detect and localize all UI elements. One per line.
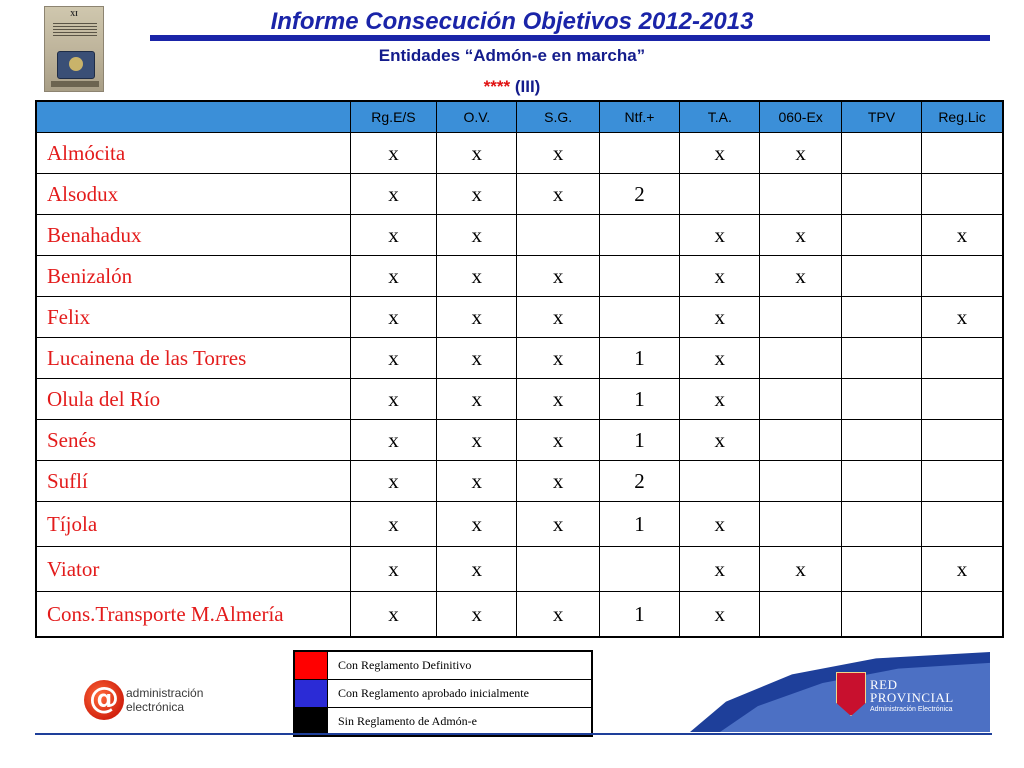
legend-label: Sin Reglamento de Admón-e	[328, 708, 593, 737]
entity-name: Almócita	[36, 133, 350, 174]
table-cell: x	[680, 502, 760, 547]
table-cell	[922, 592, 1003, 638]
table-cell: x	[517, 420, 599, 461]
table-cell: x	[680, 379, 760, 420]
table-cell	[922, 461, 1003, 502]
legend-swatch-blue	[294, 680, 328, 708]
entity-name: Senés	[36, 420, 350, 461]
table-cell: 1	[599, 379, 679, 420]
table-cell: x	[437, 338, 517, 379]
table-cell	[599, 547, 679, 592]
entity-name: Benahadux	[36, 215, 350, 256]
table-cell	[841, 461, 921, 502]
column-header: S.G.	[517, 101, 599, 133]
table-cell: x	[437, 592, 517, 638]
page-part	[0, 77, 1024, 97]
table-cell: x	[437, 461, 517, 502]
table-cell	[922, 502, 1003, 547]
legend-label: Con Reglamento aprobado inicialmente	[328, 680, 593, 708]
footer-divider	[35, 733, 992, 735]
table-cell: 2	[599, 461, 679, 502]
table-cell	[760, 338, 841, 379]
table-cell	[841, 379, 921, 420]
table-row	[36, 502, 1003, 547]
table-cell	[760, 420, 841, 461]
table-cell: x	[680, 297, 760, 338]
table-cell	[841, 420, 921, 461]
table-cell	[760, 297, 841, 338]
table-cell: 1	[599, 338, 679, 379]
table-cell: x	[922, 215, 1003, 256]
entity-name: Alsodux	[36, 174, 350, 215]
logo-text-line1: administración	[126, 686, 204, 700]
table-cell: x	[760, 547, 841, 592]
table-cell: x	[350, 133, 436, 174]
table-cell	[922, 420, 1003, 461]
title-underline	[150, 35, 990, 41]
table-cell: x	[437, 547, 517, 592]
table-cell	[599, 256, 679, 297]
table-row	[36, 297, 1003, 338]
table-cell: x	[350, 379, 436, 420]
table-cell: x	[680, 133, 760, 174]
table-cell	[922, 174, 1003, 215]
column-header: Reg.Lic	[922, 101, 1003, 133]
legend-row	[294, 680, 592, 708]
table-cell: x	[517, 338, 599, 379]
table-cell: x	[760, 133, 841, 174]
table-cell	[517, 547, 599, 592]
column-header: Rg.E/S	[350, 101, 436, 133]
table-cell	[922, 338, 1003, 379]
table-cell	[760, 379, 841, 420]
logo-text-line2: electrónica	[126, 700, 185, 714]
legend-row	[294, 651, 592, 680]
legend-swatch-black	[294, 708, 328, 737]
entity-name: Olula del Río	[36, 379, 350, 420]
table-cell: x	[760, 215, 841, 256]
table-cell: x	[350, 592, 436, 638]
table-row	[36, 338, 1003, 379]
table-cell	[922, 379, 1003, 420]
entity-name: Felix	[36, 297, 350, 338]
administracion-electronica-logo	[84, 678, 224, 722]
table-cell	[922, 133, 1003, 174]
table-cell	[841, 338, 921, 379]
table-cell: x	[680, 338, 760, 379]
table-cell	[841, 592, 921, 638]
entity-name: Viator	[36, 547, 350, 592]
table-cell: x	[350, 174, 436, 215]
table-cell: x	[350, 502, 436, 547]
column-header: T.A.	[680, 101, 760, 133]
table-cell: x	[517, 174, 599, 215]
table-cell: 2	[599, 174, 679, 215]
legend-label: Con Reglamento Definitivo	[328, 651, 593, 680]
table-row	[36, 379, 1003, 420]
table-cell: x	[350, 547, 436, 592]
table-cell: x	[922, 297, 1003, 338]
table-cell: 1	[599, 420, 679, 461]
table-cell: x	[437, 133, 517, 174]
at-sign-icon: @	[84, 680, 124, 720]
table-cell	[760, 592, 841, 638]
poster-badge: XI	[70, 10, 78, 18]
legend-table	[293, 650, 593, 737]
red-provincial-line3: Administración Electrónica	[870, 706, 953, 713]
page-subtitle: Entidades “Admón-e en marcha”	[378, 46, 646, 65]
entity-name: Tíjola	[36, 502, 350, 547]
legend-row	[294, 708, 592, 737]
table-cell: x	[350, 297, 436, 338]
table-cell	[841, 547, 921, 592]
column-header: Ntf.+	[599, 101, 679, 133]
table-cell: x	[517, 297, 599, 338]
table-row	[36, 215, 1003, 256]
table-cell: x	[517, 256, 599, 297]
table-cell: x	[517, 379, 599, 420]
table-row	[36, 420, 1003, 461]
table-cell: x	[922, 547, 1003, 592]
table-cell	[922, 256, 1003, 297]
table-row	[36, 133, 1003, 174]
table-cell: x	[517, 592, 599, 638]
table-row	[36, 461, 1003, 502]
table-cell: x	[680, 256, 760, 297]
stars-rating: ****	[483, 77, 511, 96]
table-cell: 1	[599, 592, 679, 638]
column-header	[36, 101, 350, 133]
table-row	[36, 592, 1003, 638]
table-cell: x	[350, 338, 436, 379]
table-cell: x	[680, 215, 760, 256]
entity-name: Suflí	[36, 461, 350, 502]
entities-table	[35, 100, 1004, 638]
table-cell: x	[437, 502, 517, 547]
table-cell: x	[350, 215, 436, 256]
part-label: (III)	[514, 77, 541, 96]
table-cell	[841, 174, 921, 215]
column-header: TPV	[841, 101, 921, 133]
legend-swatch-red	[294, 651, 328, 680]
table-cell	[680, 174, 760, 215]
table-cell	[517, 215, 599, 256]
table-cell: x	[437, 256, 517, 297]
table-row	[36, 174, 1003, 215]
table-cell: x	[350, 256, 436, 297]
table-cell	[841, 215, 921, 256]
table-cell: x	[350, 461, 436, 502]
table-cell	[599, 133, 679, 174]
table-cell	[760, 461, 841, 502]
entity-name: Benizalón	[36, 256, 350, 297]
red-provincial-line2: PROVINCIAL	[870, 690, 954, 705]
table-cell	[841, 502, 921, 547]
entity-name: Cons.Transporte M.Almería	[36, 592, 350, 638]
table-cell: 1	[599, 502, 679, 547]
table-header-row	[36, 101, 1003, 133]
table-cell	[760, 174, 841, 215]
table-cell: x	[517, 502, 599, 547]
table-cell: x	[680, 592, 760, 638]
table-cell	[599, 297, 679, 338]
table-cell: x	[437, 420, 517, 461]
table-cell	[760, 502, 841, 547]
table-cell: x	[437, 379, 517, 420]
table-cell	[841, 256, 921, 297]
table-cell: x	[350, 420, 436, 461]
table-row	[36, 547, 1003, 592]
entity-name: Lucainena de las Torres	[36, 338, 350, 379]
table-cell: x	[437, 297, 517, 338]
table-cell: x	[680, 420, 760, 461]
red-provincial-line1: RED	[870, 677, 898, 692]
table-cell: x	[517, 461, 599, 502]
table-cell	[680, 461, 760, 502]
table-cell: x	[437, 174, 517, 215]
table-cell	[841, 297, 921, 338]
table-cell: x	[437, 215, 517, 256]
table-cell	[599, 215, 679, 256]
red-provincial-logo	[870, 678, 954, 713]
column-header: 060-Ex	[760, 101, 841, 133]
page-title: Informe Consecución Objetivos 2012-2013	[270, 8, 754, 35]
table-cell: x	[680, 547, 760, 592]
table-cell: x	[517, 133, 599, 174]
table-cell	[841, 133, 921, 174]
column-header: O.V.	[437, 101, 517, 133]
table-cell: x	[760, 256, 841, 297]
table-row	[36, 256, 1003, 297]
